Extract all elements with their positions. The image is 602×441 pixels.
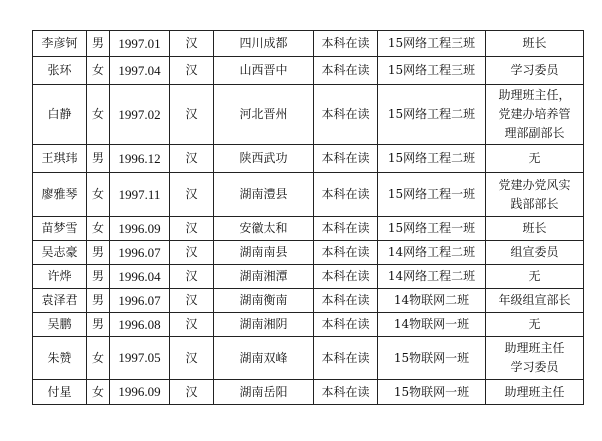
role-line: 学习委员 [510,63,559,77]
cell-ethnicity-text: 汉 [185,63,198,77]
cell-name-text: 苗梦雪 [41,221,78,235]
cell-birth-date-text: 1997.01 [118,35,161,51]
table-row [33,289,584,313]
cell-education-status-text: 本科在读 [321,36,370,50]
cell-class-text: 14物联网二班 [393,293,470,307]
cell-hometown [214,31,314,57]
cell-class [378,217,486,241]
cell-class [378,289,486,313]
cell-class [378,173,486,217]
cell-education-status [314,173,378,217]
cell-role [486,217,584,241]
cell-ethnicity [170,173,214,217]
role-line: 年级组宣部长 [498,293,571,307]
cell-hometown-text: 湖南南县 [239,245,288,259]
cell-class-text: 15网络工程一班 [387,221,476,235]
cell-class-text: 15网络工程二班 [387,151,476,165]
role-line: 无 [528,317,541,331]
cell-birth-date [110,217,170,241]
cell-gender [87,145,110,173]
cell-education-status-text: 本科在读 [321,63,370,77]
cell-education-status [314,265,378,289]
cell-ethnicity [170,241,214,265]
cell-gender [87,337,110,380]
cell-class [378,85,486,145]
cell-name-text: 付星 [47,384,72,399]
cell-class [378,337,486,380]
cell-ethnicity-text: 汉 [185,350,198,365]
cell-role [486,265,584,289]
cell-gender [87,85,110,145]
role-line: 无 [528,151,541,165]
cell-ethnicity-text: 汉 [185,151,198,165]
role-line: 理部副部长 [504,126,565,140]
table-row [33,57,584,85]
cell-name [33,337,87,380]
cell-gender [87,313,110,337]
cell-name [33,31,87,57]
cell-gender-text: 男 [91,269,104,283]
cell-birth-date [110,313,170,337]
cell-education-status-text: 本科在读 [321,245,370,259]
cell-role [486,173,584,217]
cell-hometown [214,217,314,241]
cell-education-status-text: 本科在读 [321,221,370,235]
cell-ethnicity [170,145,214,173]
table-row [33,145,584,173]
cell-name-text: 白静 [47,107,72,121]
cell-gender [87,289,110,313]
cell-hometown [214,313,314,337]
table-row [33,241,584,265]
cell-birth-date-text: 1997.05 [118,350,161,365]
cell-gender-text: 男 [91,293,104,307]
role-line: 党建办党风实 [498,177,571,192]
cell-role [486,289,584,313]
cell-class-text: 14物联网一班 [393,317,470,331]
cell-ethnicity [170,313,214,337]
cell-name-text: 李彦钶 [41,36,78,50]
cell-class [378,31,486,57]
cell-ethnicity [170,337,214,380]
cell-ethnicity-text: 汉 [185,269,198,283]
cell-gender-text: 男 [91,36,104,50]
table-row [33,337,584,380]
cell-hometown [214,241,314,265]
cell-gender-text: 女 [91,384,104,399]
cell-name [33,85,87,145]
cell-hometown [214,85,314,145]
cell-ethnicity-text: 汉 [185,317,198,331]
cell-birth-date-text: 1997.02 [118,106,161,122]
cell-birth-date-text: 1996.12 [118,150,161,166]
cell-birth-date [110,241,170,265]
cell-education-status [314,337,378,380]
cell-birth-date [110,380,170,405]
cell-gender-text: 女 [91,107,104,121]
cell-education-status-text: 本科在读 [321,350,370,365]
role-line: 班长 [522,221,547,235]
cell-class-text: 14网络工程二班 [387,269,476,283]
cell-gender [87,31,110,57]
cell-hometown [214,337,314,380]
cell-name [33,217,87,241]
cell-education-status [314,85,378,145]
cell-name [33,380,87,405]
cell-hometown [214,265,314,289]
cell-class-text: 14网络工程二班 [387,245,476,259]
cell-hometown-text: 四川成都 [239,36,288,50]
cell-education-status-text: 本科在读 [321,269,370,283]
cell-gender [87,265,110,289]
cell-class [378,57,486,85]
cell-birth-date-text: 1996.08 [118,316,161,332]
cell-class-text: 15网络工程三班 [387,63,476,77]
cell-education-status [314,145,378,173]
cell-ethnicity [170,85,214,145]
cell-birth-date [110,145,170,173]
cell-role [486,241,584,265]
cell-hometown-text: 湖南双峰 [239,350,288,365]
cell-ethnicity [170,57,214,85]
cell-class-text: 15物联网一班 [393,350,470,365]
role-line: 助理班主任 [504,384,565,399]
cell-class [378,313,486,337]
cell-gender [87,173,110,217]
cell-role [486,85,584,145]
cell-class-text: 15物联网一班 [393,384,470,399]
cell-hometown-text: 河北晋州 [239,107,288,121]
cell-hometown [214,173,314,217]
cell-education-status [314,380,378,405]
cell-gender-text: 男 [91,245,104,259]
cell-birth-date [110,57,170,85]
cell-name [33,57,87,85]
cell-class-text: 15网络工程三班 [387,36,476,50]
cell-name-text: 朱赞 [47,350,72,365]
cell-name-text: 张环 [47,63,72,77]
role-line: 无 [528,269,541,283]
cell-birth-date-text: 1996.09 [118,220,161,236]
cell-education-status [314,289,378,313]
cell-role [486,313,584,337]
cell-role [486,145,584,173]
cell-name [33,265,87,289]
cell-hometown [214,145,314,173]
table-row [33,85,584,145]
cell-ethnicity [170,217,214,241]
cell-gender-text: 男 [91,151,104,165]
cell-name-text: 王琪玮 [41,151,78,165]
cell-birth-date [110,265,170,289]
cell-name-text: 廖雅琴 [41,187,78,201]
cell-birth-date-text: 1996.09 [118,384,161,399]
cell-birth-date [110,85,170,145]
cell-education-status [314,241,378,265]
cell-education-status-text: 本科在读 [321,317,370,331]
cell-ethnicity [170,265,214,289]
cell-hometown-text: 湖南湘潭 [239,269,288,283]
cell-class [378,265,486,289]
cell-hometown-text: 湖南衡南 [239,293,288,307]
cell-name [33,313,87,337]
cell-class [378,380,486,405]
cell-education-status-text: 本科在读 [321,151,370,165]
cell-education-status-text: 本科在读 [321,107,370,121]
cell-ethnicity-text: 汉 [185,107,198,121]
role-line: 党建办培养管 [498,107,571,121]
cell-role [486,57,584,85]
roster-body [33,31,584,405]
cell-birth-date-text: 1996.07 [118,292,161,308]
cell-birth-date-text: 1997.04 [118,62,161,78]
role-line: 助理班主任 [504,341,565,355]
cell-hometown-text: 湖南湘阴 [239,317,288,331]
cell-birth-date-text: 1996.07 [118,244,161,260]
cell-education-status [314,57,378,85]
table-row [33,217,584,241]
role-line: 践部部长 [510,196,559,211]
cell-education-status [314,217,378,241]
cell-ethnicity [170,31,214,57]
cell-class [378,145,486,173]
cell-gender-text: 女 [91,221,104,235]
cell-hometown [214,57,314,85]
cell-birth-date [110,337,170,380]
cell-education-status-text: 本科在读 [321,384,370,399]
table-row [33,265,584,289]
cell-birth-date-text: 1996.04 [118,268,161,284]
cell-education-status-text: 本科在读 [321,293,370,307]
table-row [33,173,584,217]
cell-hometown-text: 山西晋中 [239,63,288,77]
cell-gender [87,380,110,405]
role-line: 组宣委员 [510,245,559,259]
cell-ethnicity-text: 汉 [185,187,198,201]
cell-hometown-text: 安徽太和 [239,221,288,235]
cell-ethnicity-text: 汉 [185,221,198,235]
cell-class-text: 15网络工程二班 [387,107,476,121]
table-row [33,313,584,337]
cell-education-status-text: 本科在读 [321,187,370,201]
cell-class [378,241,486,265]
cell-gender [87,217,110,241]
cell-name-text: 许烨 [47,269,72,283]
cell-name [33,241,87,265]
cell-ethnicity-text: 汉 [185,293,198,307]
role-line: 助理班主任， [498,88,571,102]
cell-name [33,289,87,313]
cell-gender-text: 女 [91,187,104,201]
cell-hometown [214,380,314,405]
cell-hometown-text: 湖南岳阳 [239,384,288,399]
cell-ethnicity [170,380,214,405]
role-line: 学习委员 [510,360,559,374]
cell-name-text: 袁泽君 [41,293,78,307]
cell-gender [87,57,110,85]
cell-name-text: 吴志豪 [41,245,78,259]
cell-hometown-text: 陕西武功 [239,151,288,165]
cell-birth-date [110,31,170,57]
cell-gender-text: 女 [91,350,104,365]
cell-role [486,337,584,380]
cell-hometown-text: 湖南澧县 [239,187,288,201]
cell-name [33,173,87,217]
cell-birth-date [110,289,170,313]
cell-birth-date-text: 1997.11 [118,186,161,202]
cell-ethnicity [170,289,214,313]
cell-hometown [214,289,314,313]
table-row [33,31,584,57]
cell-ethnicity-text: 汉 [185,245,198,259]
cell-education-status [314,313,378,337]
cell-role [486,31,584,57]
cell-gender-text: 女 [91,63,104,77]
cell-ethnicity-text: 汉 [185,36,198,50]
cell-education-status [314,31,378,57]
role-line: 班长 [522,36,547,50]
cell-class-text: 15网络工程一班 [387,187,476,201]
cell-gender [87,241,110,265]
student-roster-table [32,30,584,405]
cell-role [486,380,584,405]
cell-name-text: 吴鹏 [47,317,72,331]
table-row [33,380,584,405]
cell-ethnicity-text: 汉 [185,384,198,399]
cell-name [33,145,87,173]
cell-gender-text: 男 [91,317,104,331]
cell-birth-date [110,173,170,217]
